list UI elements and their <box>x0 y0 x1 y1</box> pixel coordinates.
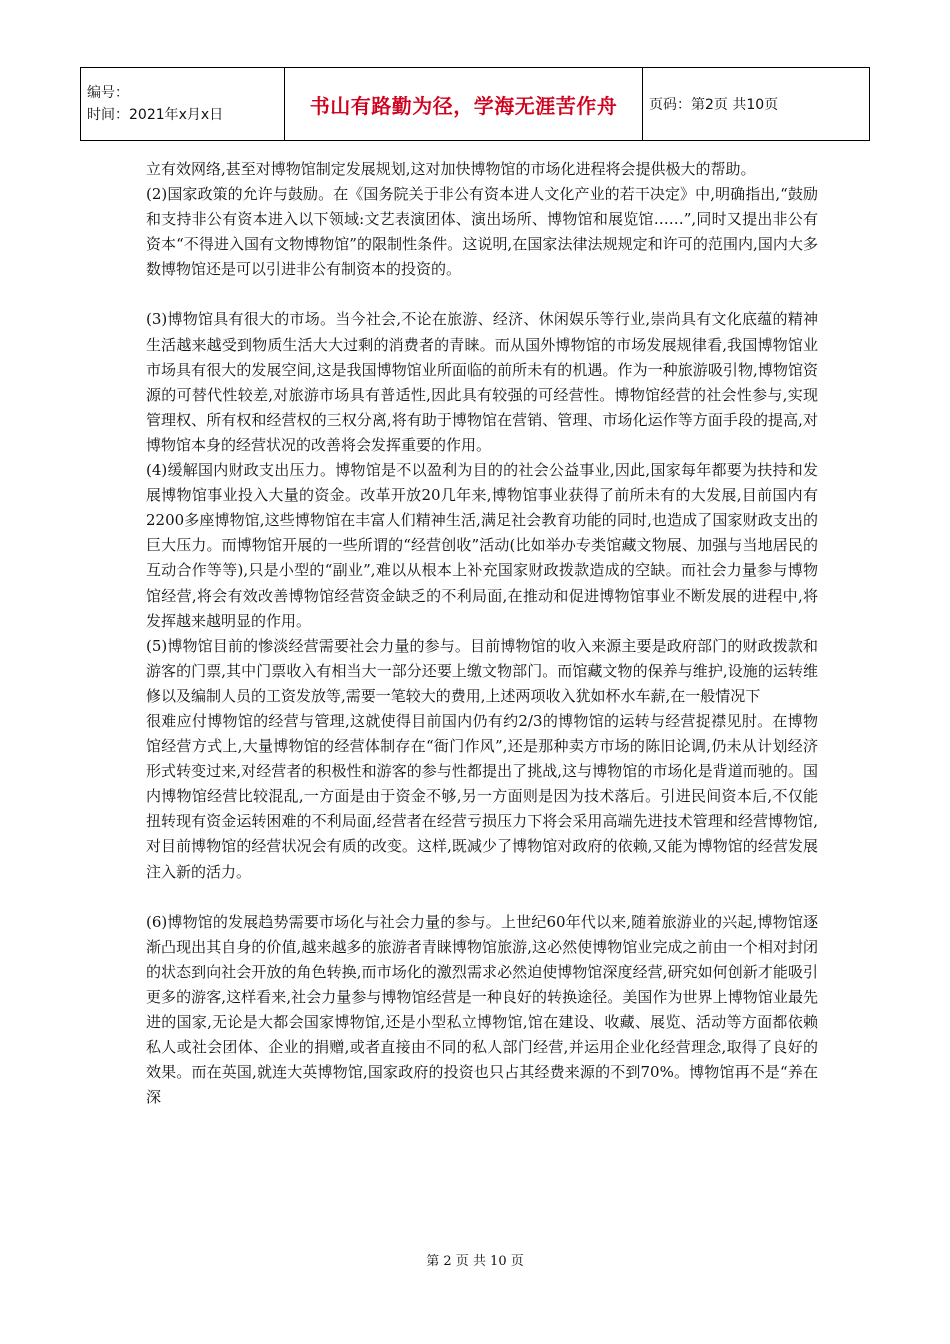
paragraph: (4)缓解国内财政支出压力。博物馆是不以盈利为目的的社会公益事业,因此,国家每年都要为扶持和发展博物馆事业投入大量的资金。改革开放20几年来,博物馆事业获得了前所未有的大发展,目前国内有2200多座博物馆,这些博物馆在丰富人们精神生活,满足社会教育功能的同时,也造成了国家财政支出的巨大压力。而博物馆开展的一些所谓的“经营创收”活动(比如举办专类馆藏文物展、加强与当地居民的互动合作等等),只是小型的“副业”,难以从根本上补充国家财政拨款造成的空缺。而社会力量参与博物馆经营,将会有效改善博物馆经营资金缺乏的不利局面,在推动和促进博物馆事业不断发展的进程中,将发挥越来越明显的作用。 <box>146 461 818 630</box>
header-motto: 书山有路勤为径，学海无涯苦作舟 <box>285 68 643 141</box>
header-page-number: 页码：第2页 共10页 <box>643 68 870 141</box>
document-header <box>80 67 870 141</box>
document-date-label: 时间：2021年x月x日 <box>87 107 224 123</box>
document-number-label: 编号： <box>87 85 129 101</box>
paragraph: 立有效网络,甚至对博物馆制定发展规划,这对加快博物馆的市场化进程将会提供极大的帮助。 <box>146 160 756 178</box>
header-meta <box>81 68 285 141</box>
paragraph: (3)博物馆具有很大的市场。当今社会,不论在旅游、经济、休闲娱乐等行业,崇尚具有文化底蕴的精神生活越来越受到物质生活大大过剩的消费者的青睐。而从国外博物馆的市场发展规律看,我国博物馆业市场具有很大的发展空间,这是我国博物馆业所面临的前所未有的机遇。作为一种旅游吸引物,博物馆资源的可替代性较差,对旅游市场具有普适性,因此具有较强的可经营性。博物馆经营的社会性参与,实现管理权、所有权和经营权的三权分离,将有助于博物馆在营销、管理、市场化运作等方面手段的提高,对博物馆本身的经营状况的改善将会发挥重要的作用。 <box>146 310 818 454</box>
page-footer: 第 2 页 共 10 页 <box>426 1254 524 1269</box>
document-body <box>146 157 818 1110</box>
paragraph: 很难应付博物馆的经营与管理,这就使得目前国内仍有约2/3的博物馆的运转与经营捉襟见肘。在博物馆经营方式上,大量博物馆的经营体制存在“衙门作风”,还是那种卖方市场的陈旧论调,仍未从计划经济形式转变过来,对经营者的积极性和游客的参与性都提出了挑战,这与博物馆的市场化是背道而驰的。国内博物馆经营比较混乱,一方面是由于资金不够,另一方面则是因为技术落后。引进民间资本后,不仅能扭转现有资金运转困难的不利局面,经营者在经营亏损压力下将会采用高端先进技术管理和经营博物馆,对目前博物馆的经营状况会有质的改变。这样,既减少了博物馆对政府的依赖,又能为博物馆的经营发展注入新的活力。 <box>146 711 818 881</box>
paragraph: (2)国家政策的允许与鼓励。在《国务院关于非公有资本进人文化产业的若干决定》中,明确指出,“鼓励和支持非公有资本进入以下领域:文艺表演团体、演出场所、博物馆和展览馆……”,同时又提出非公有资本“不得进入国有文物博物馆”的限制性条件。这说明,在国家法律法规规定和许可的范围内,国内大多数博物馆还是可以引进非公有制资本的投资的。 <box>146 185 818 279</box>
paragraph: (5)博物馆目前的惨淡经营需要社会力量的参与。目前博物馆的收入来源主要是政府部门的财政拨款和游客的门票,其中门票收入有相当大一部分还要上缴文物部门。而馆藏文物的保养与维护,设施的运转维修以及编制人员的工资发放等,需要一笔较大的费用,上述两项收入犹如杯水车薪,在一般情况下 <box>146 636 818 705</box>
paragraph: (6)博物馆的发展趋势需要市场化与社会力量的参与。上世纪60年代以来,随着旅游业的兴起,博物馆逐渐凸现出其自身的价值,越来越多的旅游者青睐博物馆旅游,这必然使博物馆业完成之前由一个相对封闭的状态到向社会开放的角色转换,而市场化的激烈需求必然迫使博物馆深度经营,研究如何创新才能吸引更多的游客,这样看来,社会力量参与博物馆经营是一种良好的转换途径。美国作为世界上博物馆业最先进的国家,无论是大都会国家博物馆,还是小型私立博物馆,馆在建设、收藏、展览、活动等方面都依赖私人或社会团体、企业的捐赠,或者直接由不同的私人部门经营,并运用企业化经营理念,取得了良好的效果。而在英国,就连大英博物馆,国家政府的投资也只占其经费来源的不到70%。博物馆再不是“养在深 <box>146 912 818 1107</box>
